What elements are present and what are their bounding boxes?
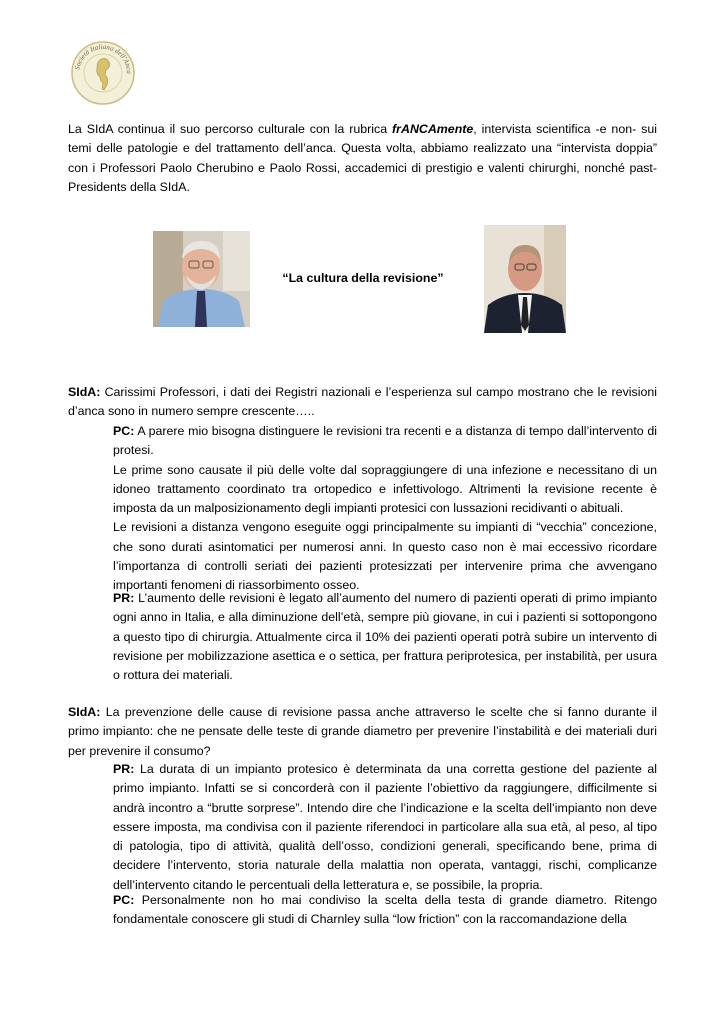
- answer-1: [113, 422, 657, 596]
- speaker-label: PC:: [113, 893, 135, 907]
- answer-text: Personalmente non ho mai condiviso la scelta della testa di grande diametro. Ritengo fondamentale conoscere gli studi di Charnley sulla “low friction” con la raccomandazione della: [113, 893, 657, 927]
- question-1: [68, 383, 657, 422]
- answer-3: [113, 760, 657, 895]
- question-text: La prevenzione delle cause di revisione passa anche attraverso le scelte che si fanno durante il primo impianto: che ne pensate delle teste di grande diametro per prevenire l’instabilità e dei materiali duri per prevenire il consumo?: [68, 705, 657, 758]
- intro-text-1: La SIdA continua il suo percorso culturale con la rubrica: [68, 122, 393, 136]
- answer-text: La durata di un impianto protesico è determinata da una corretta gestione del paziente al primo impianto. Infatti se si concorderà con il paziente l’obiettivo da raggiungere, difficilmente si andrà incontro a “brutte sorprese”. Intendo dire che l’indicazione e la scelta dell’impianto non deve essere imposta, ma condivisa con il paziente riferendoci in particolare alla sua età, al peso, al tipo di patologia, tipo di attività, qualità dell’osso, condizioni generali, specificando bene, prima di decidere l’intervento, storia naturale della malattia non operata, vantaggi, rischi, complicanze dell’intervento citando le percentuali della letteratura e, se possibile, la propria.: [113, 762, 657, 892]
- answer-text: L’aumento delle revisioni è legato all’aumento del numero di pazienti operati di primo impianto ogni anno in Italia, e alla diminuzione dell’età, sempre più giovane, in cui i pazienti si sottopongono a questo tipo di chirurgia. Attualmente circa il 10% dei pazienti operati potrà subire un intervento di revisione per mobilizzazione asettica e o settica, per frattura periprotesica, per instabilità, per usura o rottura dei materiali.: [113, 591, 657, 683]
- answer-text: A parere mio bisogna distinguere le revisioni tra recenti e a distanza di tempo dall’intervento di protesi.: [113, 424, 657, 458]
- intro-text-2: , intervista scientifica -e non- sui temi delle patologie e del trattamento dell’anca. Questa volta, abbiamo realizzato una “intervista doppia” con i Professori Paolo Cherubino e Paolo Rossi, accademici di prestigio e valenti chirurghi, nonché past-Presidents della SIdA.: [68, 122, 657, 194]
- answer-line: [113, 422, 657, 461]
- answer-4: [113, 891, 657, 930]
- interview-title: “La cultura della revisione”: [282, 271, 444, 285]
- question-text: Carissimi Professori, i dati dei Registri nazionali e l’esperienza sul campo mostrano che le revisioni d’anca sono in numero sempre crescente…..: [68, 385, 657, 419]
- intro-brand: frANCAmente: [392, 122, 474, 136]
- answer-line: Le prime sono causate il più delle volte dal sopraggiungere di una infezione e necessitano di un idoneo trattamento coordinato tra ortopedico e infettivologo. Altrimenti la revisione recente è imposta da un malposizionamento degli impianti protesici con lussazioni recidivanti o abituali.: [113, 462, 657, 516]
- intro-paragraph: [68, 120, 657, 197]
- speaker-label: PC:: [113, 424, 135, 438]
- speaker-label: SIdA:: [68, 385, 101, 399]
- speaker-label: PR:: [113, 591, 135, 605]
- speaker-label: PR:: [113, 762, 135, 776]
- question-2: [68, 703, 657, 761]
- answer-2: [113, 589, 657, 685]
- photo-cherubino: [153, 231, 250, 327]
- photo-rossi: [484, 225, 566, 333]
- speaker-label: SIdA:: [68, 705, 101, 719]
- sida-logo-icon: [70, 40, 136, 106]
- answer-line: Le revisioni a distanza vengono eseguite oggi principalmente su impianti di “vecchia” concezione, che sono durati asintomatici per numerosi anni. In questo caso non è mai eccessivo ricordare l’importanza di controlli seriati dei pazienti protesizzati per intervenire prima che avvengano importanti fenomeni di riassorbimento osseo.: [113, 520, 657, 593]
- logo-text: Società Italiana dell'Anca: [73, 42, 134, 74]
